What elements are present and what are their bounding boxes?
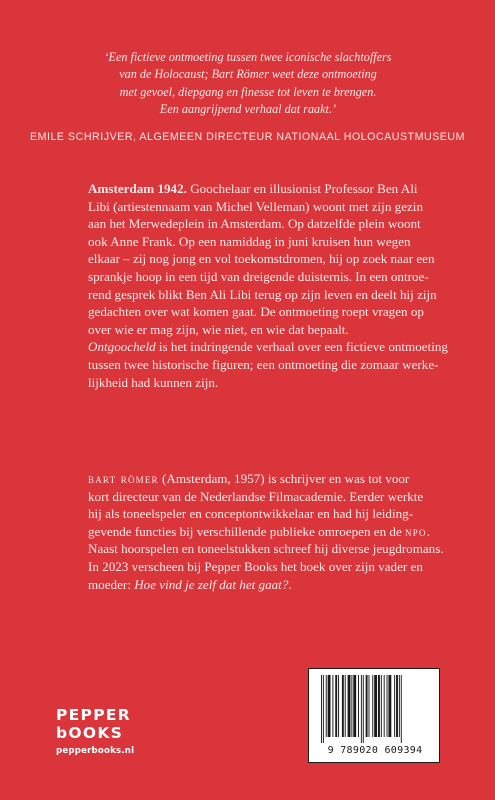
logo-line-pepper: PEPPER (56, 706, 131, 724)
blurb-line: tussen twee historische figuren; een ontmoeting die zomaar werke- (88, 356, 439, 372)
barcode-bar (358, 675, 359, 737)
barcode-bar (342, 675, 344, 737)
barcode-bar (366, 675, 368, 737)
bio-line-end: . (426, 523, 430, 539)
barcode-bar (394, 675, 395, 737)
barcode-bar (369, 675, 370, 737)
barcode-bar (372, 675, 373, 737)
blurb-line: lijkheid had kunnen zijn. (88, 374, 219, 390)
publisher-url: pepperbooks.nl (56, 746, 135, 756)
barcode-bar (326, 675, 327, 737)
author-bio (88, 470, 444, 593)
barcode-bar (401, 675, 402, 743)
bio-line (88, 470, 440, 488)
barcode-bar (387, 675, 388, 737)
barcode-bar (328, 675, 331, 737)
blurb-line (88, 180, 440, 198)
bio-line (88, 576, 440, 594)
blurb-line: Libi (artiestennaam van Michel Velleman) woont met zijn gezin (88, 198, 423, 214)
barcode-bar (345, 675, 346, 737)
blurb-line: sprankje hoop in een tijd van dreigende duisternis. In een ontroe- (88, 268, 429, 284)
bio-line-start: moeder: (88, 576, 135, 592)
barcode-bar (351, 675, 352, 737)
bio-line: hij als toneelspeler en conceptontwikkelaar en had hij leiding- (88, 506, 414, 522)
blurb-line-rest: Goochelaar en illusionist Professor Ben Ali (186, 181, 418, 196)
blurb-line (88, 338, 448, 356)
barcode-bar (381, 675, 382, 737)
bio-line: In 2023 verscheen bij Pepper Books het boek over zijn vader en (88, 558, 423, 574)
barcode-bar (388, 675, 391, 737)
blurb-line: rend gesprek blikt Ben Ali Libi terug op zijn leven en deelt hij zijn (88, 286, 437, 302)
bio-line (88, 523, 440, 541)
bio-line: Naast hoorspelen en toneelstukken schreef hij diverse jeugdromans. (88, 541, 444, 557)
publisher-logo (56, 706, 134, 756)
barcode-bar (378, 675, 380, 737)
bio-line-start: gevende functies bij verschillende publieke omroepen en de (88, 523, 406, 539)
quote-attribution: EMILE SCHRIJVER, ALGEMEEN DIRECTEUR NATIONAAL HOLOCAUSTMUSEUM (30, 131, 465, 143)
quote-line: van de Holocaust; Bart Römer weet deze ontmoeting (119, 67, 377, 82)
blurb-line-rest: is het indringende verhaal over een fictieve ontmoeting (155, 339, 448, 355)
barcode-bar (384, 675, 385, 737)
quote-line: met gevoel, diepgang en finesse tot leven te brengen. (119, 84, 377, 99)
barcode-bars (319, 675, 431, 743)
logo-line-books: bOOKS (56, 724, 124, 742)
bio-line: kort directeur van de Nederlandse Filmacademie. Eerder werkte (88, 488, 424, 504)
endorsement-quote (58, 49, 438, 119)
book-title-italic: Ontgoocheld (88, 339, 156, 355)
blurb-line: over wie er mag zijn, wie niet, en wie dat bepaalt. (88, 321, 349, 337)
barcode-bar (321, 675, 322, 743)
quote-line: ‘Een fictieve ontmoeting tussen twee iconische slachtoffers (104, 50, 392, 64)
book-blurb (88, 180, 448, 391)
barcode-bar (338, 675, 339, 737)
barcode-bar (335, 675, 337, 737)
blurb-line: elkaar – zij nog jong en vol toekomstdromen, hij op zoek naar een (88, 251, 435, 267)
barcode-bar (374, 675, 377, 737)
isbn-number: 9 789020 609394 (327, 745, 423, 756)
book-title-italic: Hoe vind je zelf dat het gaat? (134, 576, 289, 592)
isbn-barcode (308, 668, 440, 763)
blurb-lead: Amsterdam 1942. (88, 181, 187, 196)
blurb-line: ook Anne Frank. Op een namiddag in juni kruisen hun wegen (88, 233, 411, 249)
barcode-bar (399, 675, 400, 737)
barcode-bar (396, 675, 398, 737)
barcode-bar (348, 675, 351, 737)
blurb-line: gedachten over wat komen gaat. De ontmoeting roept vragen op (88, 304, 424, 320)
barcode-bar (332, 675, 333, 737)
barcode-bar (323, 675, 324, 743)
barcode-bar (363, 675, 364, 743)
barcode-bar (353, 675, 356, 737)
blurb-line: aan het Merwedeplein in Amsterdam. Op datzelfde plein woont (88, 216, 421, 232)
quote-line: Een aangrijpend verhaal dat raakt.’ (159, 102, 337, 117)
bio-line-end: . (288, 576, 292, 592)
npo-abbrev: npo (405, 523, 427, 539)
bio-line-rest: (Amsterdam, 1957) is schrijver en was tot voor (158, 471, 410, 486)
barcode-bar (361, 675, 362, 743)
author-name: bart römer (88, 471, 159, 486)
